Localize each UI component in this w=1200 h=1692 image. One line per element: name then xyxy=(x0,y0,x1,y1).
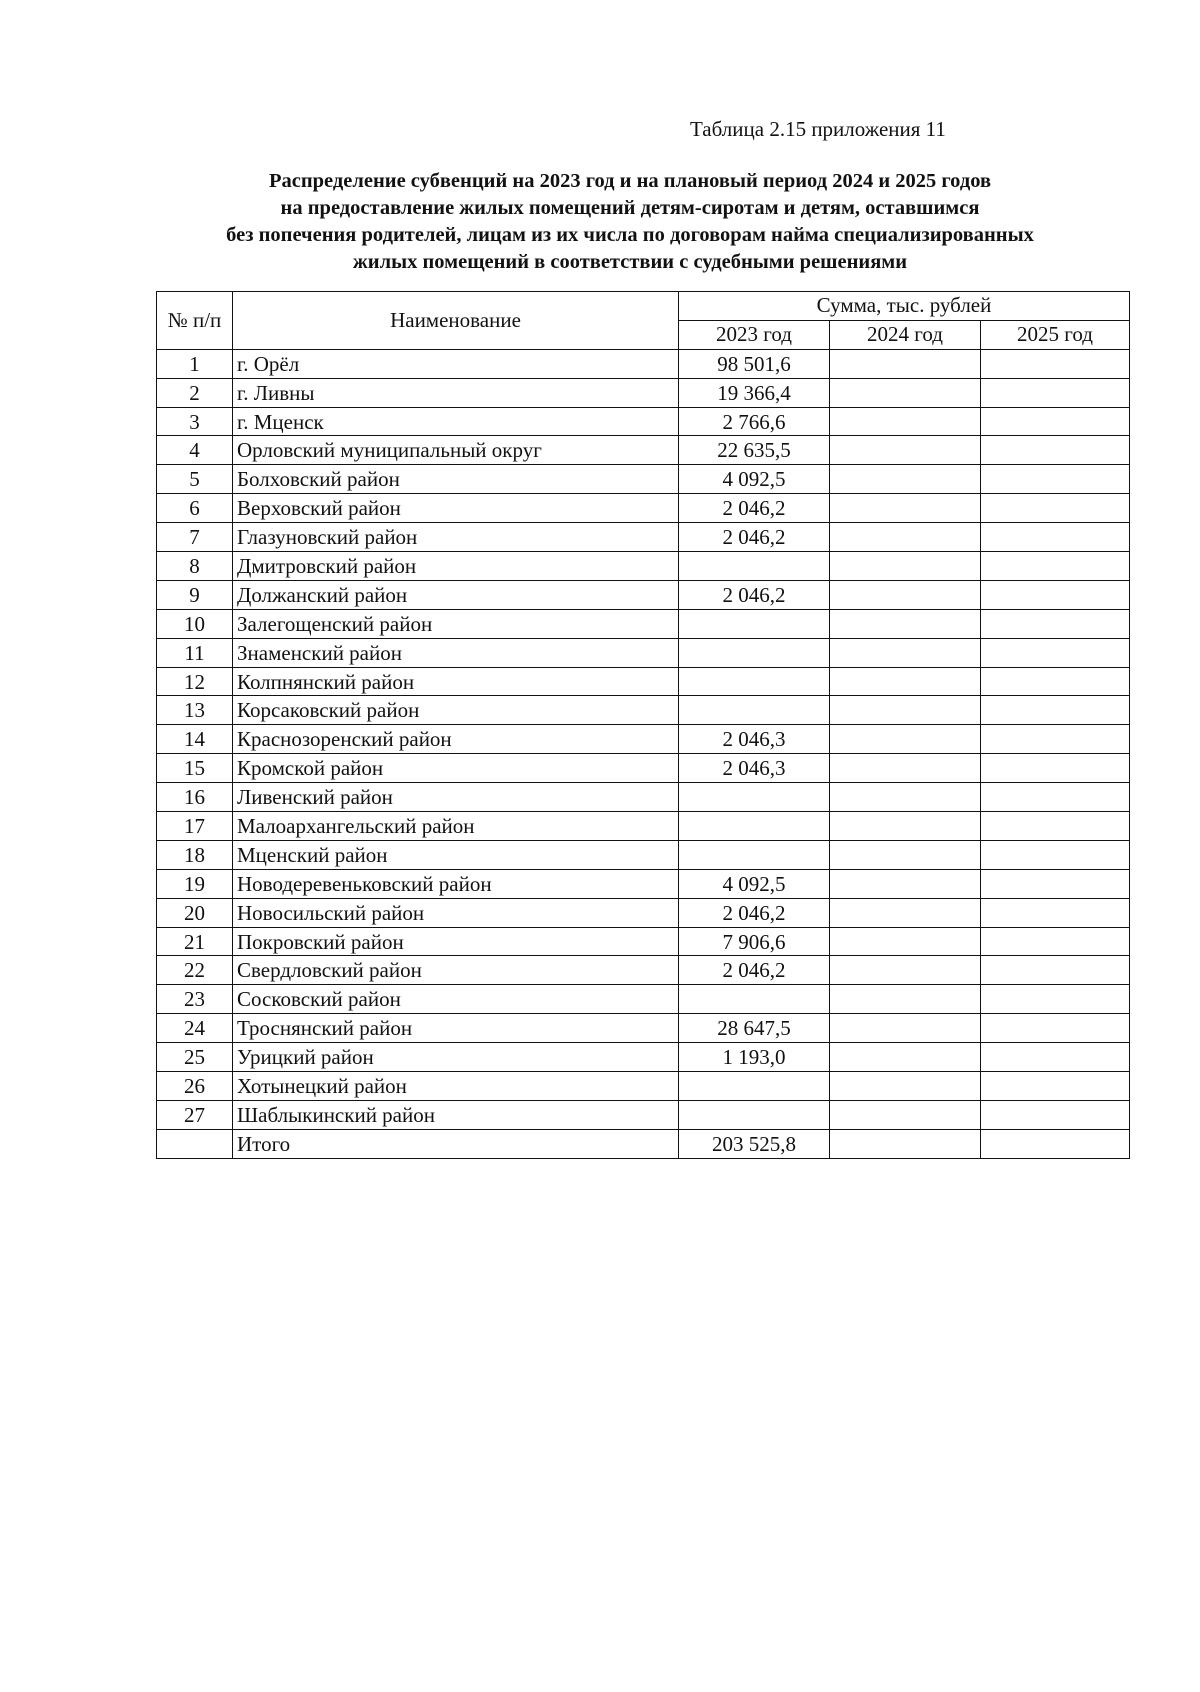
row-number: 27 xyxy=(157,1100,233,1129)
value-2024 xyxy=(830,956,981,985)
table-row xyxy=(157,927,1130,956)
row-number: 13 xyxy=(157,696,233,725)
row-name: Колпнянский район xyxy=(233,667,679,696)
row-name: Ливенский район xyxy=(233,783,679,812)
table-row xyxy=(157,956,1130,985)
total-number xyxy=(157,1129,233,1158)
value-2023 xyxy=(679,552,830,581)
value-2024 xyxy=(830,349,981,378)
table-row xyxy=(157,667,1130,696)
table-row xyxy=(157,580,1130,609)
title-line: без попечения родителей, лицам из их числа по договорам найма специализированных xyxy=(226,224,1034,246)
value-2023 xyxy=(679,812,830,841)
row-number: 7 xyxy=(157,523,233,552)
table-row xyxy=(157,783,1130,812)
document-title xyxy=(140,168,1120,276)
row-name: г. Орёл xyxy=(233,349,679,378)
row-name: Покровский район xyxy=(233,927,679,956)
row-name: Троснянский район xyxy=(233,1014,679,1043)
value-2024 xyxy=(830,552,981,581)
value-2025 xyxy=(981,494,1130,523)
row-name: г. Мценск xyxy=(233,407,679,436)
value-2025 xyxy=(981,580,1130,609)
value-2023: 2 046,2 xyxy=(679,494,830,523)
row-number: 15 xyxy=(157,754,233,783)
table-body xyxy=(157,349,1130,1158)
value-2024 xyxy=(830,638,981,667)
value-2025 xyxy=(981,1100,1130,1129)
row-number: 19 xyxy=(157,869,233,898)
row-name: Мценский район xyxy=(233,840,679,869)
value-2023: 2 046,2 xyxy=(679,956,830,985)
row-number: 16 xyxy=(157,783,233,812)
value-2023 xyxy=(679,985,830,1014)
value-2024 xyxy=(830,985,981,1014)
value-2023: 2 766,6 xyxy=(679,407,830,436)
row-number: 17 xyxy=(157,812,233,841)
row-name: Свердловский район xyxy=(233,956,679,985)
table-row xyxy=(157,696,1130,725)
value-2024 xyxy=(830,869,981,898)
row-number: 21 xyxy=(157,927,233,956)
row-name: Корсаковский район xyxy=(233,696,679,725)
value-2023: 1 193,0 xyxy=(679,1043,830,1072)
row-name: Верховский район xyxy=(233,494,679,523)
value-2025 xyxy=(981,552,1130,581)
table-row xyxy=(157,1043,1130,1072)
row-name: Знаменский район xyxy=(233,638,679,667)
row-number: 23 xyxy=(157,985,233,1014)
value-2025 xyxy=(981,812,1130,841)
row-name: Глазуновский район xyxy=(233,523,679,552)
table-row xyxy=(157,378,1130,407)
value-2023: 22 635,5 xyxy=(679,436,830,465)
value-2024 xyxy=(830,927,981,956)
value-2023: 2 046,3 xyxy=(679,754,830,783)
subsidy-table xyxy=(156,291,1130,1159)
table-row xyxy=(157,1072,1130,1101)
value-2023: 4 092,5 xyxy=(679,869,830,898)
value-2025 xyxy=(981,985,1130,1014)
row-number: 12 xyxy=(157,667,233,696)
value-2024 xyxy=(830,1043,981,1072)
row-name: Залегощенский район xyxy=(233,609,679,638)
value-2024 xyxy=(830,523,981,552)
value-2023 xyxy=(679,1100,830,1129)
value-2025 xyxy=(981,1072,1130,1101)
table-row xyxy=(157,840,1130,869)
row-number: 2 xyxy=(157,378,233,407)
value-2023: 19 366,4 xyxy=(679,378,830,407)
value-2023: 2 046,3 xyxy=(679,725,830,754)
value-2024 xyxy=(830,378,981,407)
row-number: 10 xyxy=(157,609,233,638)
value-2023 xyxy=(679,609,830,638)
row-name: Кромской район xyxy=(233,754,679,783)
total-row xyxy=(157,1129,1130,1158)
row-number: 11 xyxy=(157,638,233,667)
value-2025 xyxy=(981,696,1130,725)
row-name: Орловский муниципальный округ xyxy=(233,436,679,465)
value-2023 xyxy=(679,638,830,667)
value-2024 xyxy=(830,754,981,783)
value-2025 xyxy=(981,783,1130,812)
value-2024 xyxy=(830,1014,981,1043)
row-number: 20 xyxy=(157,898,233,927)
title-line: Распределение субвенций на 2023 год и на плановый период 2024 и 2025 годов xyxy=(268,170,992,192)
value-2023: 7 906,6 xyxy=(679,927,830,956)
value-2023 xyxy=(679,840,830,869)
table-row xyxy=(157,494,1130,523)
value-2025 xyxy=(981,465,1130,494)
title-line: на предоставление жилых помещений детям-сиротам и детям, оставшимся xyxy=(280,197,980,219)
header-year-2025: 2025 год xyxy=(981,320,1130,349)
table-row xyxy=(157,407,1130,436)
value-2024 xyxy=(830,580,981,609)
table-row xyxy=(157,552,1130,581)
annex-label: Таблица 2.15 приложения 11 xyxy=(690,117,946,141)
header-year-2024: 2024 год xyxy=(830,320,981,349)
row-name: Шаблыкинский район xyxy=(233,1100,679,1129)
total-2025 xyxy=(981,1129,1130,1158)
row-name: Должанский район xyxy=(233,580,679,609)
row-number: 14 xyxy=(157,725,233,754)
table-row xyxy=(157,812,1130,841)
table-row xyxy=(157,898,1130,927)
table-header xyxy=(157,292,1130,350)
value-2025 xyxy=(981,754,1130,783)
value-2025 xyxy=(981,898,1130,927)
value-2024 xyxy=(830,696,981,725)
table-row xyxy=(157,638,1130,667)
header-year-2023: 2023 год xyxy=(679,320,830,349)
row-number: 6 xyxy=(157,494,233,523)
value-2023: 28 647,5 xyxy=(679,1014,830,1043)
row-name: Урицкий район xyxy=(233,1043,679,1072)
row-name: Новодеревеньковский район xyxy=(233,869,679,898)
value-2025 xyxy=(981,1014,1130,1043)
total-label: Итого xyxy=(233,1129,679,1158)
row-number: 25 xyxy=(157,1043,233,1072)
row-number: 4 xyxy=(157,436,233,465)
row-name: Малоархангельский район xyxy=(233,812,679,841)
row-number: 24 xyxy=(157,1014,233,1043)
table-row xyxy=(157,869,1130,898)
value-2024 xyxy=(830,609,981,638)
value-2024 xyxy=(830,465,981,494)
value-2023 xyxy=(679,1072,830,1101)
value-2025 xyxy=(981,436,1130,465)
value-2024 xyxy=(830,812,981,841)
value-2024 xyxy=(830,1100,981,1129)
value-2025 xyxy=(981,378,1130,407)
row-number: 1 xyxy=(157,349,233,378)
value-2025 xyxy=(981,349,1130,378)
row-name: Дмитровский район xyxy=(233,552,679,581)
value-2024 xyxy=(830,840,981,869)
table-row xyxy=(157,436,1130,465)
value-2024 xyxy=(830,898,981,927)
table-row xyxy=(157,1014,1130,1043)
value-2025 xyxy=(981,725,1130,754)
row-number: 26 xyxy=(157,1072,233,1101)
value-2024 xyxy=(830,436,981,465)
value-2024 xyxy=(830,667,981,696)
row-number: 18 xyxy=(157,840,233,869)
row-name: г. Ливны xyxy=(233,378,679,407)
value-2023: 98 501,6 xyxy=(679,349,830,378)
table-row xyxy=(157,609,1130,638)
row-name: Новосильский район xyxy=(233,898,679,927)
value-2025 xyxy=(981,840,1130,869)
value-2023: 2 046,2 xyxy=(679,580,830,609)
total-2024 xyxy=(830,1129,981,1158)
row-number: 8 xyxy=(157,552,233,581)
row-name: Хотынецкий район xyxy=(233,1072,679,1101)
value-2025 xyxy=(981,638,1130,667)
table-row xyxy=(157,725,1130,754)
value-2024 xyxy=(830,783,981,812)
row-name: Сосковский район xyxy=(233,985,679,1014)
table-row xyxy=(157,754,1130,783)
value-2023 xyxy=(679,667,830,696)
row-number: 22 xyxy=(157,956,233,985)
value-2024 xyxy=(830,725,981,754)
value-2025 xyxy=(981,407,1130,436)
row-number: 9 xyxy=(157,580,233,609)
table-row xyxy=(157,1100,1130,1129)
header-num: № п/п xyxy=(157,292,233,350)
title-line: жилых помещений в соответствии с судебными решениями xyxy=(352,251,908,273)
row-name: Краснозоренский район xyxy=(233,725,679,754)
value-2023: 2 046,2 xyxy=(679,523,830,552)
value-2025 xyxy=(981,667,1130,696)
total-2023: 203 525,8 xyxy=(679,1129,830,1158)
table-row xyxy=(157,349,1130,378)
value-2023 xyxy=(679,696,830,725)
value-2023: 2 046,2 xyxy=(679,898,830,927)
value-2025 xyxy=(981,523,1130,552)
value-2024 xyxy=(830,407,981,436)
value-2025 xyxy=(981,1043,1130,1072)
value-2025 xyxy=(981,869,1130,898)
value-2024 xyxy=(830,1072,981,1101)
table-row xyxy=(157,523,1130,552)
value-2025 xyxy=(981,609,1130,638)
row-number: 5 xyxy=(157,465,233,494)
value-2023: 4 092,5 xyxy=(679,465,830,494)
value-2024 xyxy=(830,494,981,523)
header-sum: Сумма, тыс. рублей xyxy=(679,292,1130,321)
value-2023 xyxy=(679,783,830,812)
header-name: Наименование xyxy=(233,292,679,350)
value-2025 xyxy=(981,927,1130,956)
table-row xyxy=(157,985,1130,1014)
table-row xyxy=(157,465,1130,494)
row-name: Болховский район xyxy=(233,465,679,494)
value-2025 xyxy=(981,956,1130,985)
row-number: 3 xyxy=(157,407,233,436)
